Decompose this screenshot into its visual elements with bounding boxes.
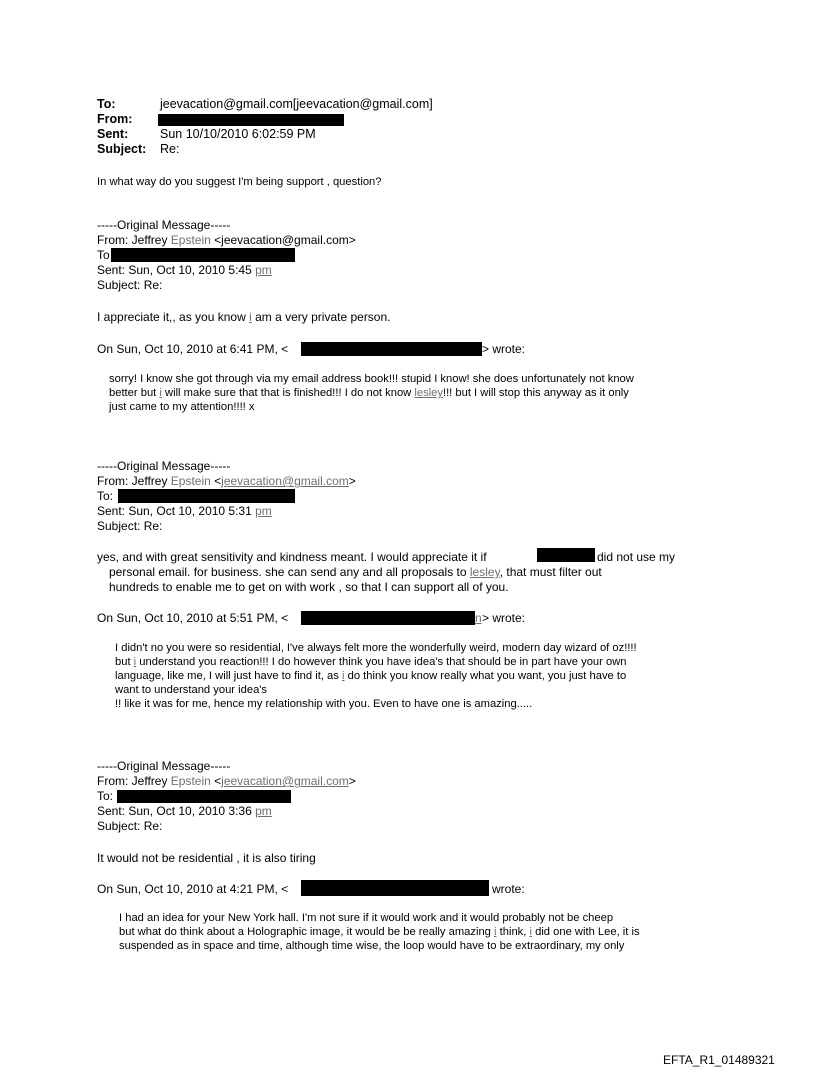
quote-part: language, like me, I will just have to find it, as: [115, 670, 342, 682]
wrote-suffix: > wrote:: [482, 611, 526, 625]
quote-part: !!! but I will stop this anyway as it only: [442, 387, 629, 399]
from-prefix: From: Jeffrey: [97, 233, 171, 247]
intro-text: In what way do you suggest I'm being support , question?: [97, 176, 382, 188]
body-line: yes, and with great sensitivity and kindness meant. I would appreciate it if: [97, 550, 487, 564]
subject-value: Re:: [160, 142, 180, 156]
quote-line: want to understand your idea's: [115, 684, 268, 696]
redaction-block: [301, 880, 489, 896]
from-name: Epstein: [170, 474, 211, 488]
subject-label: Subject:: [97, 142, 147, 156]
to-label: To: [97, 248, 110, 262]
from-bracket: >: [348, 774, 356, 788]
wrote-line: On Sun, Oct 10, 2010 at 6:41 PM, <: [97, 342, 289, 356]
quote-i: i: [133, 656, 137, 668]
from-email-link[interactable]: jeevacation@gmail.com: [221, 774, 349, 788]
subject-line: Subject: Re:: [97, 519, 163, 533]
body-part: am a very private person.: [251, 310, 391, 324]
divider: -----Original Message-----: [97, 759, 231, 773]
body-line: [109, 565, 602, 580]
from-bracket: <: [210, 474, 222, 488]
quote-line: I didn't no you were so residential, I've always felt more the wonderfully weird, modern day wizard of oz!!!!: [115, 642, 637, 654]
divider: -----Original Message-----: [97, 459, 231, 473]
quote-i: i: [341, 670, 345, 682]
sent-label: Sent:: [97, 127, 129, 141]
quote-part: understand you reaction!!! I do however think you have idea's that should be in part have your own: [136, 656, 627, 668]
quote-part: did one with Lee, it is: [531, 926, 640, 938]
redaction-block: [301, 611, 475, 625]
from-line: [97, 233, 356, 248]
sent-prefix: Sent: Sun, Oct 10, 2010 3:36: [97, 804, 256, 818]
body-part: , that must filter out: [499, 565, 602, 579]
page-id: EFTA_R1_01489321: [663, 1053, 775, 1067]
sent-line: [97, 263, 272, 278]
redaction-block: [111, 248, 295, 262]
from-prefix: From: Jeffrey: [97, 774, 171, 788]
from-email-link[interactable]: jeevacation@gmail.com: [221, 474, 349, 488]
body-text: [97, 310, 391, 325]
body-text: It would not be residential , it is also tiring: [97, 851, 316, 865]
quote-part: think,: [496, 926, 530, 938]
from-name: Epstein: [170, 233, 211, 247]
quote-part: but what do think about a Holographic image, it would be be really amazing: [119, 926, 495, 938]
body-line: did not use my: [597, 550, 676, 564]
wrote-line: On Sun, Oct 10, 2010 at 4:21 PM, <: [97, 882, 289, 896]
sent-line: [97, 804, 272, 819]
quote-line: just came to my attention!!!! x: [109, 401, 255, 413]
quote-line: I had an idea for your New York hall. I'm not sure if it would work and it would probably not be cheep: [119, 912, 614, 924]
redaction-block: [117, 790, 291, 803]
quote-line: [119, 925, 640, 939]
from-name: Epstein: [170, 774, 211, 788]
quote-line: [115, 669, 626, 683]
redaction-block: [158, 114, 344, 126]
sent-prefix: Sent: Sun, Oct 10, 2010 5:45: [97, 263, 256, 277]
subject-line: Subject: Re:: [97, 278, 163, 292]
quote-line: !! like it was for me, hence my relationship with you. Even to have one is amazing.....: [115, 698, 533, 710]
quote-i: i: [529, 926, 532, 938]
from-email: <jeevacation@gmail.com>: [210, 233, 356, 247]
quote-part: better but: [109, 387, 160, 399]
redaction-block: [301, 342, 482, 356]
lesley-link[interactable]: lesley: [469, 565, 500, 579]
from-bracket: <: [210, 774, 222, 788]
from-line: [97, 474, 356, 489]
body-part: personal email. for business. she can send any and all proposals to: [109, 565, 470, 579]
quote-line: [109, 386, 629, 400]
from-label: From:: [97, 112, 133, 126]
body-i: i: [249, 310, 252, 324]
from-line: [97, 774, 356, 789]
to-value: jeevacation@gmail.com[jeevacation@gmail.com]: [160, 97, 433, 111]
quote-i: i: [159, 387, 162, 399]
wrote-suffix: wrote:: [492, 882, 525, 896]
from-bracket: >: [348, 474, 356, 488]
sent-prefix: Sent: Sun, Oct 10, 2010 5:31: [97, 504, 256, 518]
body-line: hundreds to enable me to get on with work , so that I can support all of you.: [109, 580, 509, 594]
sent-pm: pm: [255, 263, 272, 277]
to-label: To:: [97, 489, 114, 503]
from-prefix: From: Jeffrey: [97, 474, 171, 488]
redaction-block: [118, 489, 295, 503]
quote-line: sorry! I know she got through via my email address book!!! stupid I know! she does unfortunately not know: [109, 373, 634, 385]
quote-part: do think you know really what you want, you just have to: [344, 670, 627, 682]
wrote-line: On Sun, Oct 10, 2010 at 5:51 PM, <: [97, 611, 289, 625]
quote-line: [115, 655, 627, 669]
to-label: To:: [97, 97, 116, 111]
lesley-link[interactable]: lesley: [414, 387, 443, 399]
sent-pm: pm: [255, 804, 272, 818]
sent-pm: pm: [255, 504, 272, 518]
subject-line: Subject: Re:: [97, 819, 163, 833]
sent-value: Sun 10/10/2010 6:02:59 PM: [160, 127, 316, 141]
to-label: To:: [97, 789, 114, 803]
quote-part: will make sure that that is finished!!! I do not know: [161, 387, 415, 399]
quote-i: i: [494, 926, 497, 938]
wrote-tail: n: [475, 611, 482, 625]
body-part: I appreciate it,, as you know: [97, 310, 250, 324]
wrote-suffix: > wrote:: [482, 342, 526, 356]
redaction-block: [537, 548, 595, 562]
quote-line: suspended as in space and time, although time wise, the loop would have to be extraordinary, my only: [119, 940, 625, 952]
sent-line: [97, 504, 272, 519]
divider: -----Original Message-----: [97, 218, 231, 232]
quote-part: but: [115, 656, 134, 668]
